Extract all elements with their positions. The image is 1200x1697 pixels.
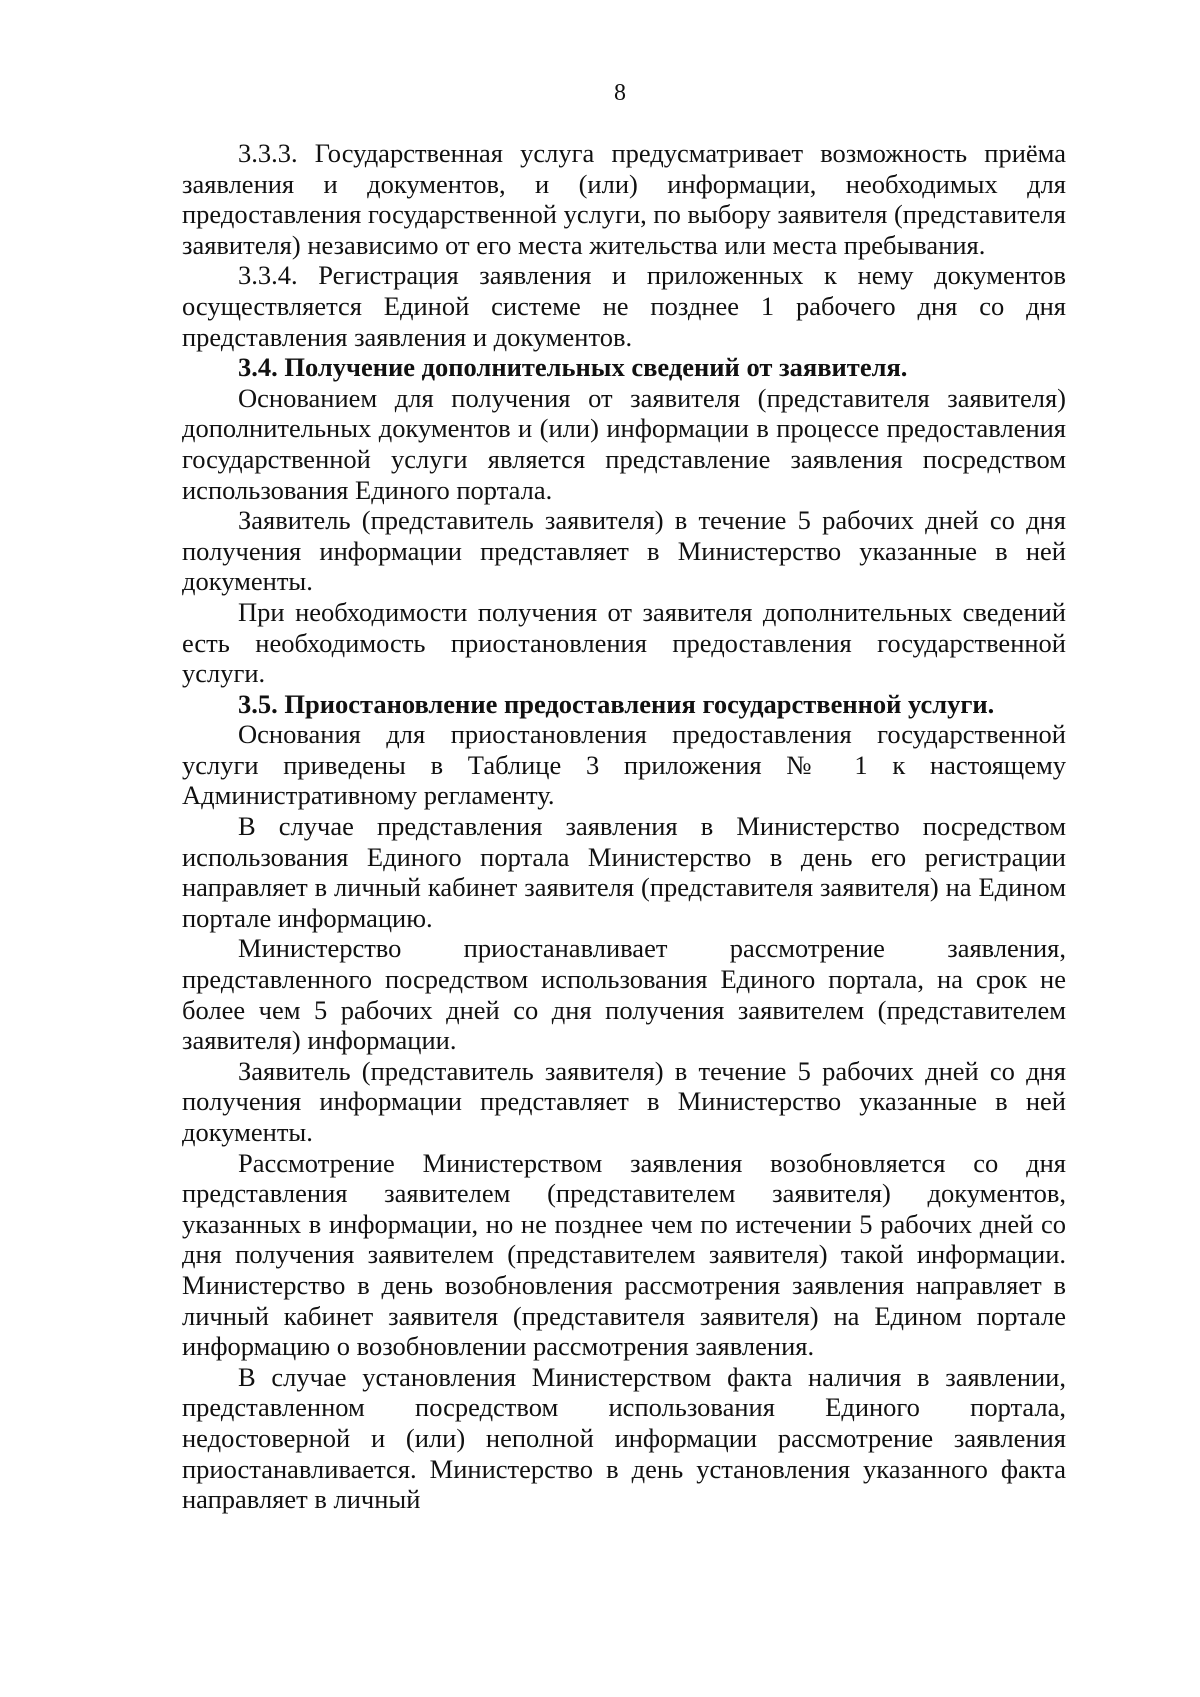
paragraph: В случае представления заявления в Министерство посредством использования Единого портала Министерство в день его регистрации направляет в личный кабинет заявителя (представителя заявителя) на Едином портале информацию.	[182, 811, 1066, 933]
paragraph-3-3-3: 3.3.3. Государственная услуга предусматривает возможность приёма заявления и документов, и (или) информации, необходимых для предоставления государственной услуги, по выбору заявителя (представителя заявителя) независимо от его места жительства или места пребывания.	[182, 138, 1066, 260]
paragraph-3-3-4: 3.3.4. Регистрация заявления и приложенных к нему документов осуществляется Единой системе не позднее 1 рабочего дня со дня представления заявления и документов.	[182, 260, 1066, 352]
paragraph: Основания для приостановления предоставления государственной услуги приведены в Таблице 3 приложения № 1 к настоящему Административному регламенту.	[182, 719, 1066, 811]
section-heading-3-4: 3.4. Получение дополнительных сведений от заявителя.	[238, 352, 908, 383]
paragraph: Заявитель (представитель заявителя) в течение 5 рабочих дней со дня получения информации представляет в Министерство указанные в ней документы.	[182, 505, 1066, 597]
paragraph: Основанием для получения от заявителя (представителя заявителя) дополнительных документов и (или) информации в процессе предоставления государственной услуги является представление заявления посредством использования Единого портала.	[182, 382, 1066, 505]
page-number: 8	[614, 80, 626, 106]
paragraph: При необходимости получения от заявителя дополнительных сведений есть необходимость приостановления предоставления государственной услуги.	[182, 596, 1066, 689]
paragraph: В случае установления Министерством факта наличия в заявлении, представленном посредством использования Единого портала, недостоверной и (или) неполной информации рассмотрение заявления приостанавливается. Министерство в день установления указанного факта направляет в личный	[182, 1361, 1066, 1515]
paragraph: Заявитель (представитель заявителя) в течение 5 рабочих дней со дня получения информации представляет в Министерство указанные в ней документы.	[182, 1055, 1066, 1147]
document-body	[182, 138, 1066, 1515]
section-heading-3-5: 3.5. Приостановление предоставления государственной услуги.	[238, 688, 995, 719]
paragraph: Министерство приостанавливает рассмотрение заявления, представленного посредством использования Единого портала, на срок не более чем 5 рабочих дней со дня получения заявителем (представителем заявителя) информации.	[182, 933, 1066, 1056]
paragraph: Рассмотрение Министерством заявления возобновляется со дня представления заявителем (представителем заявителя) документов, указанных в информации, но не позднее чем по истечении 5 рабочих дней со дня получения заявителем (представителем заявителя) такой информации. Министерство в день возобновления рассмотрения заявления направляет в личный кабинет заявителя (представителя заявителя) на Едином портале информацию о возобновлении рассмотрения заявления.	[182, 1147, 1066, 1362]
